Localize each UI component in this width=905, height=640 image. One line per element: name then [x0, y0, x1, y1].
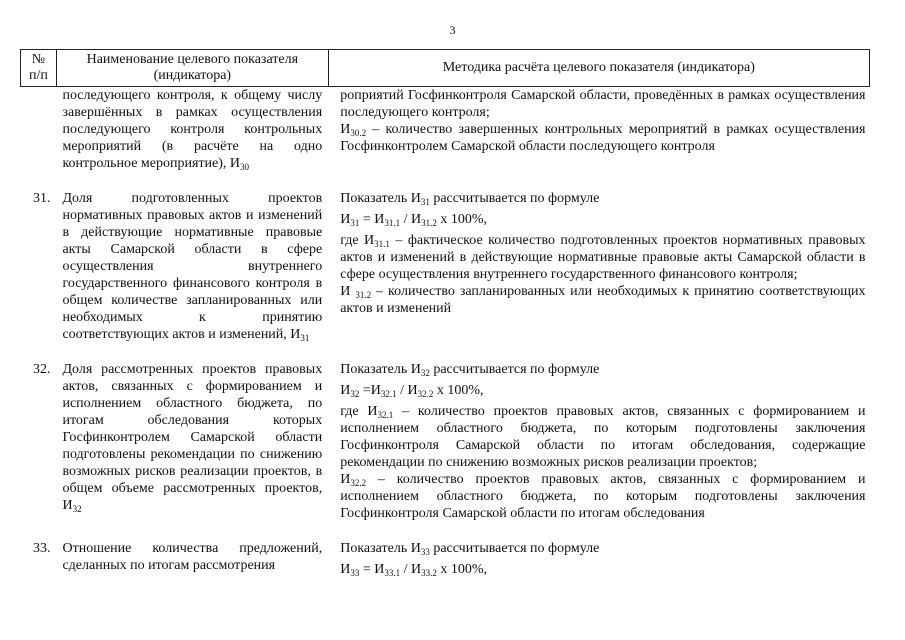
method-formula: $И_{32} =И_{32.1} / И_{32.2}$ x 100%, — [340, 383, 484, 399]
table-row-31 — [21, 190, 870, 343]
row-num: 32. — [32, 362, 51, 377]
indicators-table — [20, 49, 870, 578]
method-formula: $И_{33} = И_{33.1} / И_{33.2}$ x 100%, — [340, 562, 488, 578]
method-cell — [328, 87, 869, 173]
method-text: роприятий Госфинконтроля Самарской области, проведённых в рамках осуществления последующего контроля; — [340, 88, 866, 120]
page-number: 3 — [449, 23, 456, 37]
method-definition: где $И_{31.1}$ – фактическое количество подготовленных проектов нормативных правовых актов и изменений в действующие нормативные правовые акты Самарской области в сфере осуществления внутреннего государственного финансового контроля; — [340, 233, 866, 282]
method-intro: Показатель $И_{33}$ рассчитывается по формуле — [340, 541, 600, 557]
method-intro: Показатель $И_{31}$ рассчитывается по формуле — [340, 191, 600, 207]
table-row-continuation — [21, 87, 870, 173]
method-definition: $И_{30.2}$ – количество завершенных контрольных мероприятий в рамках осуществления Госфинконтролем Самарской области последующего контроля — [340, 122, 866, 154]
method-cell — [328, 361, 869, 522]
method-cell — [328, 540, 869, 578]
row-num: 31. — [32, 191, 51, 206]
indicator-name: Доля рассмотренных проектов правовых актов, связанных с формированием и исполнением областного бюджета, по итогам обследования которых Госфинконтролем Самарской области подготовлены рекомендации по снижению возможных рисков реализации проектов, в общем объеме рассмотренных проектов, $И_{32}$ — [62, 362, 323, 514]
indicator-name: Доля подготовленных проектов нормативных правовых актов и изменений в действующие нормативные правовые акты Самарской области в сфере осуществления внутреннего государственного финансового контроля в общем количестве запланированных или необходимых к принятию соответствующих актов и изменений, $И_{31}$ — [62, 191, 323, 343]
header-method: Методика расчёта целевого показателя (индикатора) — [328, 50, 869, 87]
table-header-row — [21, 50, 870, 87]
indicator-name: последующего контроля, к общему числу завершённых в рамках осуществления последующего контроля контрольных мероприятий (в расчёте на одно контрольное мероприятие), $И_{30}$ — [62, 88, 323, 172]
indicator-name: Отношение количества предложений, сделанных по итогам рассмотрения — [62, 541, 323, 573]
header-name: Наименование целевого показателя (индикатора) — [56, 50, 328, 87]
row-num — [21, 87, 57, 173]
method-definition: где $И_{32.1}$ – количество проектов правовых актов, связанных с формированием и исполнением областного бюджета, по которым подготовлены заключения Госфинконтроля Самарской области по итогам обследования, содержащие рекомендации по снижению возможных рисков реализации проектов; — [340, 404, 866, 470]
method-definition: $И_{32.2}$ – количество проектов правовых актов, связанных с формированием и исполнением областного бюджета, по которым подготовлены заключения Госфинконтроля Самарской области по итогам обследования — [340, 472, 866, 521]
method-formula: $И_{31} = И_{31.1} / И_{31.2}$ x 100%, — [340, 212, 488, 228]
method-intro: Показатель $И_{32}$ рассчитывается по формуле — [340, 362, 600, 378]
method-cell — [328, 190, 869, 343]
row-num: 33. — [32, 541, 51, 556]
method-definition: И $_{31.2}$ – количество запланированных или необходимых к принятию соответствующих актов и изменений — [340, 284, 866, 316]
header-num: № п/п — [21, 50, 57, 87]
table-row-32 — [21, 361, 870, 522]
table-row-33 — [21, 540, 870, 578]
